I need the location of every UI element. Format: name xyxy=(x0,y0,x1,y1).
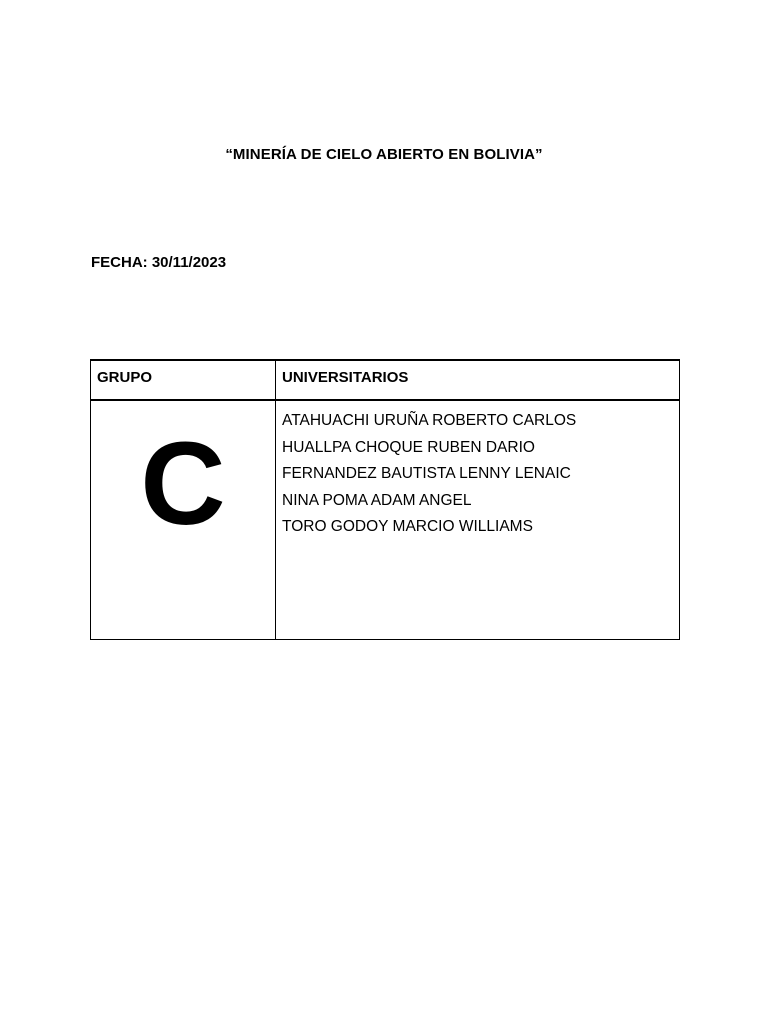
students-cell xyxy=(276,400,680,640)
student-name: TORO GODOY MARCIO WILLIAMS xyxy=(282,518,533,536)
table-header-row xyxy=(91,360,680,400)
header-students: UNIVERSITARIOS xyxy=(276,360,680,400)
group-cell xyxy=(91,400,276,640)
document-title: “MINERÍA DE CIELO ABIERTO EN BOLIVIA” xyxy=(225,146,543,163)
table-row xyxy=(91,400,680,640)
header-group: GRUPO xyxy=(91,360,276,400)
student-name: FERNANDEZ BAUTISTA LENNY LENAIC xyxy=(282,465,571,483)
group-letter: C xyxy=(140,418,226,550)
date-line: FECHA: 30/11/2023 xyxy=(91,254,227,271)
student-name: NINA POMA ADAM ANGEL xyxy=(282,491,472,509)
student-name: HUALLPA CHOQUE RUBEN DARIO xyxy=(282,438,535,456)
student-name: ATAHUACHI URUÑA ROBERTO CARLOS xyxy=(282,412,577,429)
group-table xyxy=(90,359,680,640)
